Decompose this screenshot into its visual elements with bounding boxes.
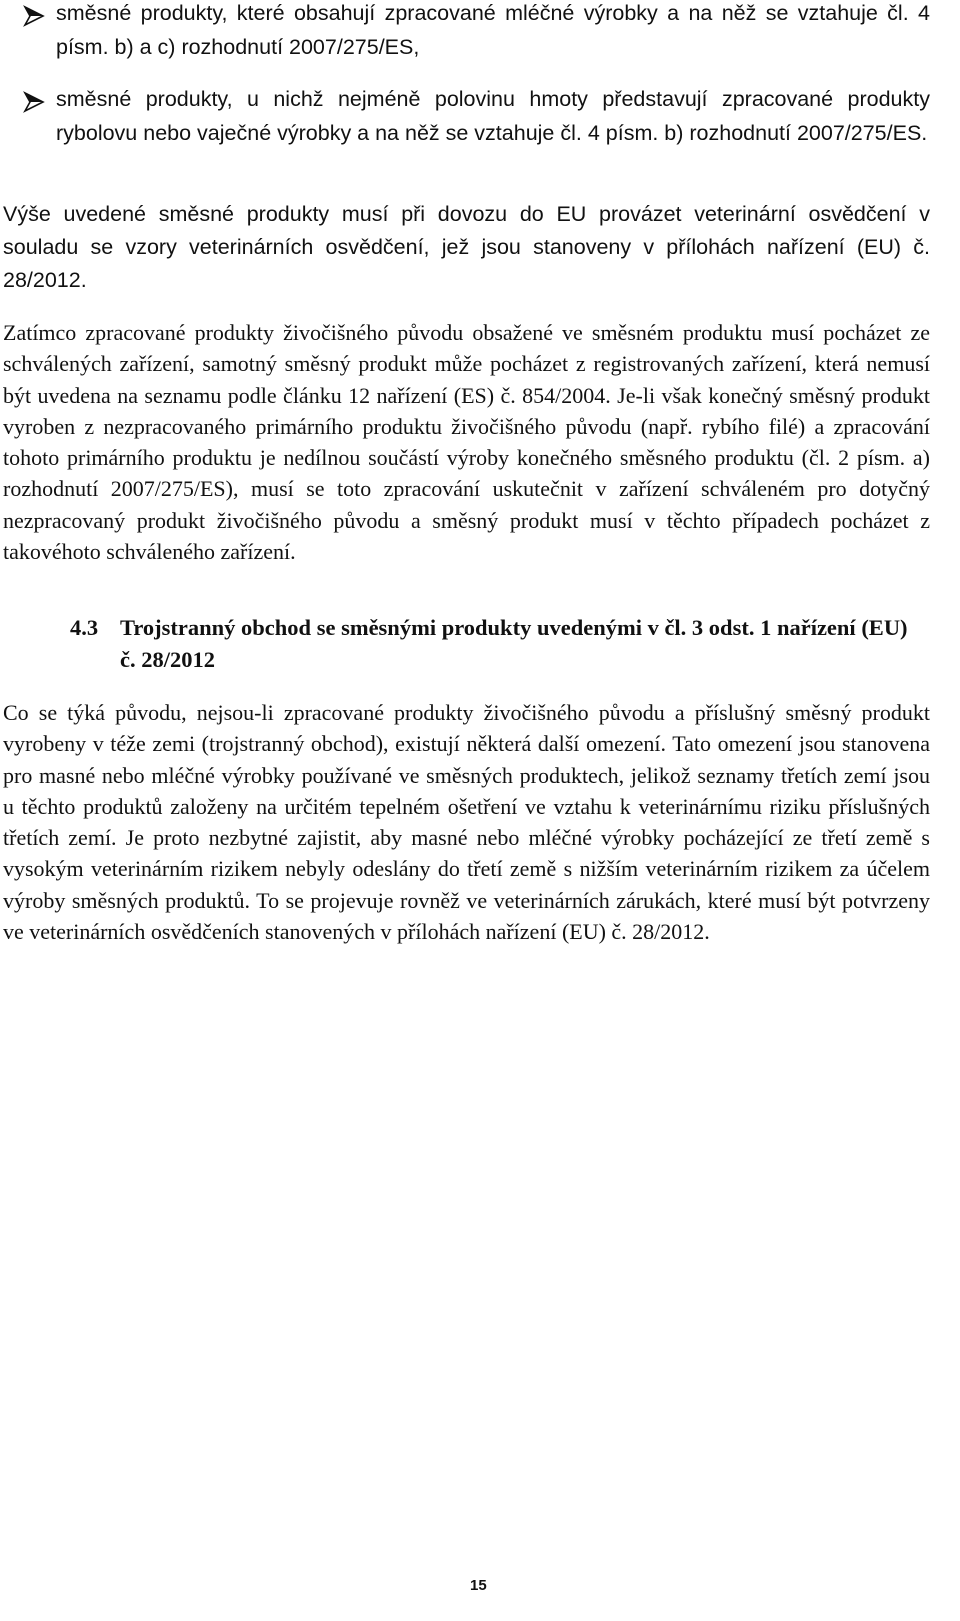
arrowhead-bullet-icon bbox=[22, 4, 46, 28]
section-title: Trojstranný obchod se směsnými produkty uvedenými v čl. 3 odst. 1 nařízení (EU) č. 28/2012 bbox=[120, 615, 908, 672]
paragraph: Co se týká původu, nejsou-li zpracované produkty živočišného původu a příslušný směsný produkt vyrobeny v téže zemi (trojstranný obchod), existují některá další omezení. Tato omezení jsou stanovena pro masné nebo mléčné výrobky používané ve směsných produktech, jelikož seznamy třetích zemí jsou u těchto produktů založeny na určitém tepelném ošetření ve vztahu k veterinárnímu riziku příslušných třetích zemí. Je proto nezbytné zajistit, aby masné nebo mléčné výrobky pocházející ze třetí země s vysokým veterinárním rizikem nebyly odeslány do třetí země s nižším veterinárním rizikem za účelem výroby směsných produktů. To se projevuje rovněž ve veterinárních zárukách, které musí být potvrzeny ve veterinárních osvědčeních stanovených v přílohách nařízení (EU) č. 28/2012. bbox=[3, 700, 930, 945]
bullet-item: směsné produkty, které obsahují zpracované mléčné výrobky a na něž se vztahuje čl. 4 písm. b) a c) rozhodnutí 2007/275/ES, bbox=[56, 1, 930, 59]
paragraph: Zatímco zpracované produkty živočišného původu obsažené ve směsném produktu musí pocházet ze schválených zařízení, samotný směsný produkt může pocházet z registrovaných zařízení, která nemusí být uvedena na seznamu podle článku 12 nařízení (ES) č. 854/2004. Je-li však konečný směsný produkt vyroben z nezpracovaného primárního produktu živočišného původu (např. rybího filé) a zpracování tohoto primárního produktu je nedílnou součástí výroby konečného směsného produktu (čl. 2 písm. a) rozhodnutí 2007/275/ES), musí se toto zpracování uskutečnit v zařízení schváleném pro dotyčný nezpracovaný produkt živočišného původu a směsný produkt musí v těchto případech pocházet z takovéhoto schváleného zařízení. bbox=[3, 320, 930, 565]
page-number: 15 bbox=[470, 1577, 487, 1594]
section-number: 4.3 bbox=[70, 615, 99, 640]
paragraph: Výše uvedené směsné produkty musí při dovozu do EU provázet veterinární osvědčení v souladu se vzory veterinárních osvědčení, jež jsou stanoveny v přílohách nařízení (EU) č. 28/2012. bbox=[3, 202, 930, 292]
bullet-item: směsné produkty, u nichž nejméně polovinu hmoty představují zpracované produkty rybolovu nebo vaječné výrobky a na něž se vztahuje čl. 4 písm. b) rozhodnutí 2007/275/ES. bbox=[56, 87, 930, 145]
arrowhead-bullet-icon bbox=[22, 90, 46, 114]
